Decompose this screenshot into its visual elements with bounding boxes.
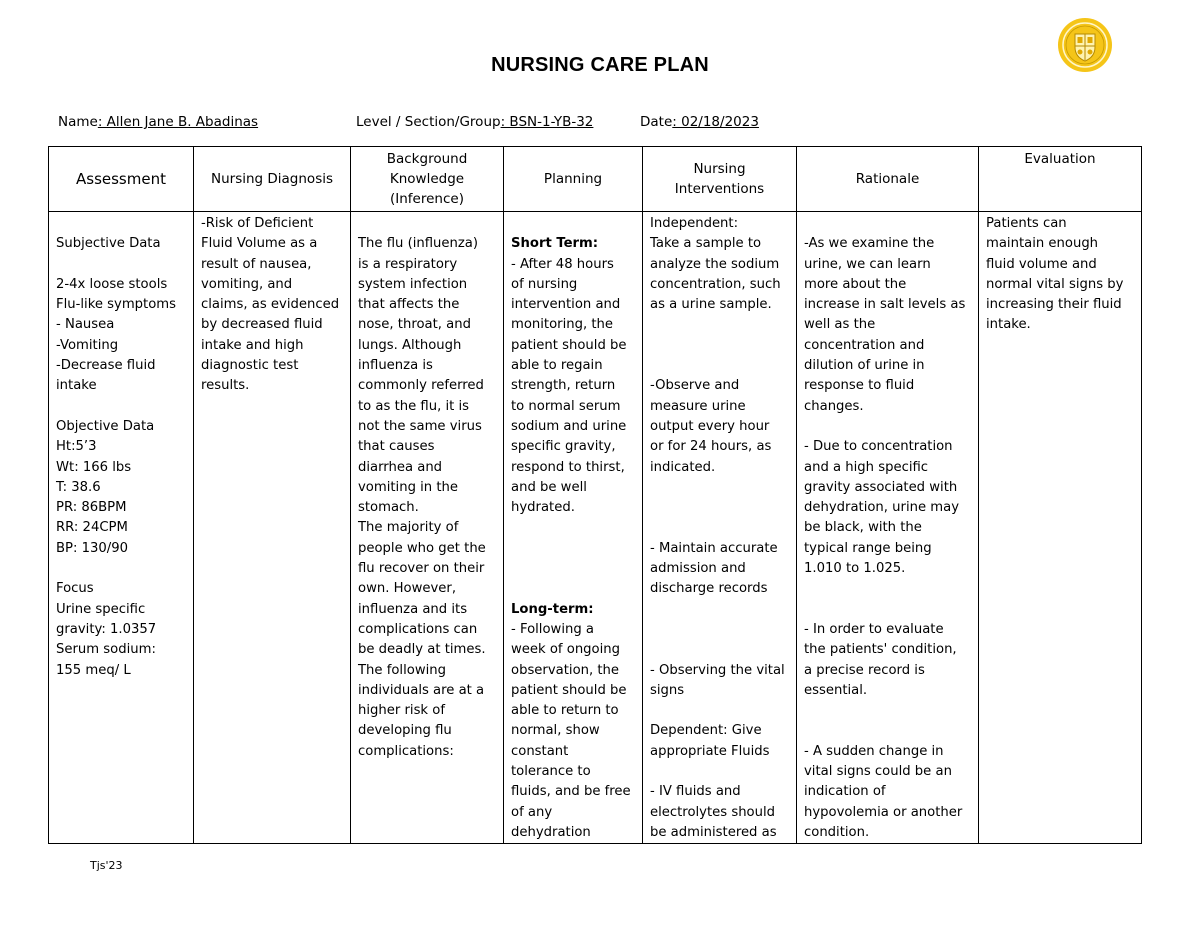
text-line: - In order to evaluate — [804, 621, 944, 637]
list-item: -Decrease fluid — [56, 358, 156, 374]
name-field — [58, 114, 258, 130]
text-line: monitoring, the — [511, 317, 614, 333]
text-line: normal, show — [511, 723, 600, 739]
text-line: complications: — [358, 743, 454, 759]
text-line: fluid volume and — [986, 256, 1097, 272]
text-line: essential. — [804, 682, 868, 698]
text-line: signs — [650, 682, 685, 698]
header-rationale — [797, 147, 979, 212]
text-line: vomiting, and — [201, 276, 293, 292]
header-background-line: (Inference) — [390, 191, 464, 208]
evaluation-cell — [979, 212, 1142, 844]
text-line: concentration, such — [650, 276, 781, 292]
text-line: is a respiratory — [358, 256, 458, 272]
text-line: and be well — [511, 479, 587, 495]
independent-label: Independent: — [650, 216, 739, 231]
text-line: indicated. — [650, 459, 716, 475]
header-nursing-diagnosis — [194, 147, 351, 212]
text-line: - Due to concentration — [804, 439, 953, 455]
table-body-row — [49, 212, 1142, 844]
text-line: that causes — [358, 439, 435, 455]
text-line: not the same virus — [358, 418, 482, 434]
text-line: be deadly at times. — [358, 642, 486, 658]
header-nursing-diagnosis-label: Nursing Diagnosis — [210, 171, 334, 187]
text-line: output every hour — [650, 418, 770, 434]
text-line: hypovolemia or another — [804, 804, 963, 820]
text-line: flu recover on their — [358, 561, 485, 577]
care-plan-table — [48, 146, 1142, 844]
text-line: intake. — [986, 317, 1031, 333]
text-line: lungs. Although — [358, 337, 462, 353]
text-line: dilution of urine in — [804, 358, 925, 374]
date-field — [640, 114, 759, 130]
text-line: diarrhea and — [358, 459, 443, 475]
text-line: be black, with the — [804, 520, 922, 536]
list-item: Wt: 166 lbs — [56, 459, 132, 475]
text-line: complications can — [358, 621, 478, 637]
assessment-cell — [49, 212, 194, 844]
text-line: stomach. — [358, 500, 419, 516]
text-line: tolerance to — [511, 764, 591, 780]
level-value: : BSN-1-YB-32 — [500, 114, 594, 130]
objective-heading: Objective Data — [56, 418, 155, 434]
text-line: changes. — [804, 398, 864, 414]
text-line: -Observe and — [650, 378, 740, 394]
list-item: T: 38.6 — [56, 479, 101, 495]
long-term-heading: Long-term: — [511, 601, 594, 617]
text-line: patient should be — [511, 337, 627, 353]
text-line: intervention and — [511, 297, 621, 313]
list-item: Urine specific — [56, 601, 146, 617]
text-line: to as the flu, it is — [358, 398, 470, 414]
text-line: and a high specific — [804, 459, 929, 475]
text-line: observation, the — [511, 662, 620, 678]
text-line: increase in salt levels as — [804, 297, 966, 313]
level-label: Level / Section/Group — [356, 114, 501, 130]
nursing-diagnosis-cell — [194, 212, 351, 844]
text-line: higher risk of — [358, 703, 445, 719]
header-nursing-interventions — [643, 147, 797, 212]
text-line: dehydration — [511, 824, 591, 840]
text-line: gravity associated with — [804, 479, 958, 495]
date-label: Date — [640, 114, 673, 130]
text-line: admission and — [650, 561, 746, 577]
text-line: dehydration, urine may — [804, 500, 960, 516]
text-line: The majority of — [358, 520, 459, 536]
short-term-heading: Short Term: — [511, 236, 599, 252]
text-line: diagnostic test — [201, 358, 299, 374]
list-item: intake — [56, 378, 97, 394]
rationale-cell — [797, 212, 979, 844]
header-planning-label: Planning — [543, 171, 603, 187]
text-line: urine, we can learn — [804, 256, 931, 272]
text-line: week of ongoing — [511, 642, 621, 658]
text-line: The following — [358, 662, 447, 678]
header-planning — [504, 147, 643, 212]
focus-heading: Focus — [56, 581, 94, 597]
text-line: specific gravity, — [511, 439, 616, 455]
text-line: of any — [511, 804, 553, 820]
text-line: 1.010 to 1.025. — [804, 561, 906, 577]
list-item: BP: 130/90 — [56, 540, 129, 556]
text-line: the patients' condition, — [804, 642, 957, 658]
text-line: people who get the — [358, 540, 486, 556]
text-line: - A sudden change in — [804, 743, 944, 759]
level-section-group-field — [356, 114, 593, 130]
text-line: - Maintain accurate — [650, 540, 778, 556]
text-line: strength, return — [511, 378, 616, 394]
text-line: individuals are at a — [358, 682, 485, 698]
date-value: : 02/18/2023 — [672, 114, 759, 130]
header-background-knowledge — [351, 147, 504, 212]
list-item: 2-4x loose stools — [56, 276, 168, 292]
text-line: increasing their fluid — [986, 297, 1122, 313]
text-line: measure urine — [650, 398, 746, 414]
text-line: Take a sample to — [650, 236, 762, 252]
header-rationale-label: Rationale — [855, 171, 920, 187]
text-line: response to fluid — [804, 378, 915, 394]
text-line: able to return to — [511, 703, 619, 719]
document-title: NURSING CARE PLAN — [491, 54, 709, 76]
list-item: gravity: 1.0357 — [56, 621, 157, 637]
text-line: discharge records — [650, 581, 768, 597]
text-line: intake and high — [201, 337, 304, 353]
text-line: that affects the — [358, 297, 460, 313]
text-line: more about the — [804, 276, 907, 292]
text-line: hydrated. — [511, 500, 575, 516]
header-background-line: Knowledge — [389, 170, 465, 187]
text-line: claims, as evidenced — [201, 297, 340, 313]
text-line: able to regain — [511, 358, 603, 374]
subjective-heading: Subjective Data — [56, 236, 161, 252]
list-item: - Nausea — [56, 317, 115, 333]
name-label: Name — [58, 114, 98, 130]
text-line: appropriate Fluids — [650, 743, 770, 759]
text-line: Fluid Volume as a — [201, 236, 318, 252]
header-assessment — [49, 147, 194, 212]
header-evaluation-label: Evaluation — [1024, 151, 1096, 167]
text-line: commonly referred — [358, 378, 484, 394]
list-item: Flu-like symptoms — [56, 297, 177, 313]
list-item: -Vomiting — [56, 337, 119, 353]
text-line: be administered as — [650, 824, 777, 840]
text-line: patient should be — [511, 682, 627, 698]
text-line: maintain enough — [986, 236, 1099, 252]
text-line: - Observing the vital — [650, 662, 785, 678]
text-line: analyze the sodium — [650, 256, 780, 272]
nursing-interventions-cell — [643, 212, 797, 844]
text-line: fluids, and be free — [511, 784, 631, 800]
text-line: vomiting in the — [358, 479, 458, 495]
header-assessment-label: Assessment — [76, 170, 166, 188]
footer-text: Tjs'23 — [90, 859, 123, 872]
list-item: RR: 24CPM — [56, 520, 128, 536]
text-line: a precise record is — [804, 662, 925, 678]
table-header-row — [49, 147, 1142, 212]
text-line: -Risk of Deficient — [201, 216, 314, 231]
text-line: to normal serum — [511, 398, 621, 414]
text-line: own. However, — [358, 581, 457, 597]
text-line: influenza is — [358, 358, 433, 374]
text-line: - IV fluids and — [650, 784, 741, 800]
text-line: constant — [511, 743, 569, 759]
text-line: of nursing — [511, 276, 578, 292]
text-line: Patients can — [986, 216, 1067, 231]
text-line: vital signs could be an — [804, 764, 952, 780]
text-line: indication of — [804, 784, 886, 800]
text-line: result of nausea, — [201, 256, 312, 272]
text-line: The flu (influenza) — [358, 236, 479, 252]
text-line: -As we examine the — [804, 236, 935, 252]
list-item: Ht:5’3 — [56, 439, 97, 455]
text-line: condition. — [804, 824, 870, 840]
header-interventions-line: Nursing — [693, 160, 746, 177]
header-background-line: Background — [386, 150, 468, 167]
text-line: by decreased fluid — [201, 317, 323, 333]
text-line: respond to thirst, — [511, 459, 625, 475]
header-interventions-line: Interventions — [674, 181, 765, 197]
text-line: results. — [201, 378, 250, 394]
text-line: nose, throat, and — [358, 317, 471, 333]
text-line: system infection — [358, 276, 468, 292]
text-line: electrolytes should — [650, 804, 776, 820]
text-line: normal vital signs by — [986, 276, 1124, 292]
header-evaluation — [979, 147, 1142, 212]
list-item: Serum sodium: — [56, 642, 156, 658]
text-line: well as the — [804, 317, 876, 333]
list-item: 155 meq/ L — [56, 662, 131, 678]
text-line: - Following a — [511, 621, 594, 637]
dependent-label: Dependent: Give — [650, 723, 762, 739]
text-line: or for 24 hours, as — [650, 439, 772, 455]
text-line: as a urine sample. — [650, 297, 772, 313]
text-line: typical range being — [804, 540, 932, 556]
background-knowledge-cell — [351, 212, 504, 844]
text-line: sodium and urine — [511, 418, 627, 434]
name-value: : Allen Jane B. Abadinas — [97, 114, 259, 130]
text-line: developing flu — [358, 723, 452, 739]
list-item: PR: 86BPM — [56, 500, 127, 516]
planning-cell — [504, 212, 643, 844]
text-line: influenza and its — [358, 601, 468, 617]
text-line: - After 48 hours — [511, 256, 614, 272]
text-line: concentration and — [804, 337, 925, 353]
